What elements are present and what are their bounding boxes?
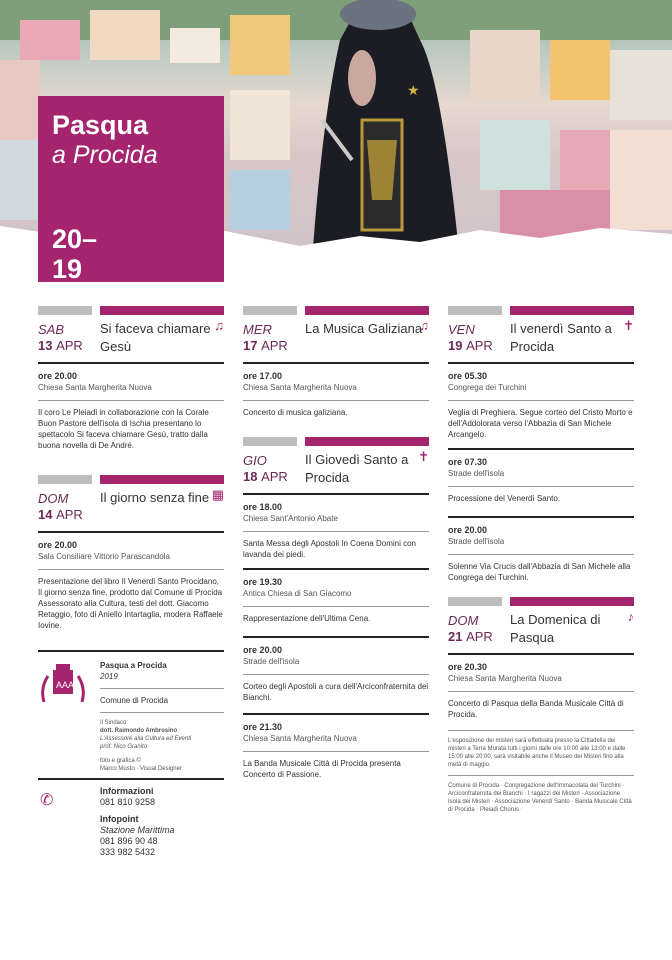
accent-bar	[305, 437, 429, 446]
music-note-icon: ♫	[419, 318, 429, 333]
phone-icon: ✆	[40, 792, 54, 809]
divider	[100, 688, 224, 689]
comune-crest-icon	[38, 662, 88, 712]
gray-bar	[38, 475, 92, 484]
divider	[448, 554, 634, 555]
svg-text:AAA: AAA	[56, 680, 75, 690]
column-1	[38, 306, 224, 876]
column-2	[243, 306, 429, 782]
event-title: Il venerdì Santo a Procida	[510, 321, 612, 354]
event-place: Sala Consiliare Vittorio Parascandola	[38, 552, 170, 561]
event-day: SAB	[38, 322, 65, 337]
divider	[38, 569, 224, 570]
divider	[243, 531, 429, 532]
book-icon: ▦	[211, 487, 224, 502]
event-title: Si faceva chiamare Gesù	[100, 321, 211, 354]
event-time: ore 20.00	[448, 525, 488, 535]
schedule-item	[243, 644, 429, 703]
schedule-item	[243, 576, 429, 624]
event-place: Congrega dei Turchini	[448, 383, 527, 392]
title-box	[38, 96, 224, 282]
gray-bar	[243, 306, 297, 315]
event-title: Il giorno senza fine	[100, 490, 210, 505]
divider	[243, 568, 429, 570]
divider	[448, 730, 634, 731]
event-desc: Solenne Via Crucis dall'Abbazia di San Michele alla Congrega dei Turchini.	[448, 562, 631, 582]
event-desc: Santa Messa degli Apostoli In Coena Domini con lavanda dei piedi.	[243, 539, 416, 559]
divider	[38, 400, 224, 401]
event-day: DOM	[448, 613, 479, 628]
divider	[243, 674, 429, 675]
accent-bar	[510, 597, 634, 606]
title-main: Pasqua	[52, 110, 149, 140]
credits-assessore-label: L'Assessore alla Cultura ed Eventi	[100, 736, 192, 742]
schedule-item	[243, 721, 429, 780]
event-date: 19 APR	[448, 338, 493, 353]
divider	[100, 712, 224, 713]
infopoint-place: Stazione Marittima	[100, 825, 175, 835]
event-day: VEN	[448, 322, 475, 337]
partners-list: Comune di Procida · Congregazione dell'Immacolata dei Turchini · Arciconfraternita dei Bianchi · I ragazzi dei Misteri · Associazione Isola dei Misteri · Associazione Venerdì Santo · Banda Musicale Città di Procida · Pleiadi Chorus ·	[448, 783, 632, 813]
title-year: 20– 19	[52, 224, 98, 284]
event-desc: Il coro Le Pleiadi in collaborazione con la Corale Buon Pastore dell'isola di Ischia presentano lo spettacolo Si faceva chiamare Gesù, tratto dalla buona novella di De André.	[38, 408, 209, 450]
event-date: 21 APR	[448, 629, 493, 644]
infopoint-phone2: 333 982 5432	[100, 847, 156, 857]
exhibition-note: L'esposizione dei misteri sarà effettuata presso la Cittadella dei misteri a Terra Murata tutti i giorni dalle ore 10:00 alle 13:00 e dalle 15:00 alle 20:00, sarà visitabile anche il Museo dei Misteri fino alla metà di maggio.	[448, 738, 626, 768]
credits	[38, 658, 224, 778]
event-time: ore 21.30	[243, 722, 283, 732]
event-desc: Rappresentazione dell'Ultima Cena.	[243, 614, 371, 623]
event-desc: La Banda Musicale Città di Procida presenta Concerto di Passione.	[243, 759, 401, 779]
event-time: ore 18.00	[243, 502, 283, 512]
divider	[243, 400, 429, 401]
schedule-item	[448, 370, 634, 440]
event-place: Strade dell'isola	[448, 537, 505, 546]
music-note-icon: ♫	[214, 318, 224, 333]
trumpet-icon: ♪	[627, 609, 634, 624]
accent-bar	[100, 306, 224, 315]
event-date: 18 APR	[243, 469, 288, 484]
divider	[448, 775, 634, 776]
event-place: Strade dell'isola	[243, 657, 300, 666]
event-place: Chiesa Sant'Antonio Abate	[243, 514, 338, 523]
event-header-thu	[243, 437, 429, 493]
divider	[243, 362, 429, 364]
credits-foto: Marco Musto · Visual Designer	[100, 766, 182, 772]
credits-sindaco: dott. Raimondo Ambrosino	[100, 728, 178, 734]
event-title: Il Giovedì Santo a Procida	[305, 452, 409, 485]
title-sub: a Procida	[52, 141, 158, 169]
divider	[38, 362, 224, 364]
event-day: DOM	[38, 491, 69, 506]
divider	[243, 636, 429, 638]
event-place: Antica Chiesa di San Giacomo	[243, 589, 352, 598]
divider	[38, 650, 224, 652]
event-title: La Domenica di Pasqua	[510, 612, 601, 645]
divider	[243, 713, 429, 715]
event-day: MER	[243, 322, 272, 337]
infopoint-phone1: 081 896 90 48	[100, 836, 158, 846]
event-time: ore 05.30	[448, 371, 488, 381]
schedule-item	[448, 524, 634, 583]
event-desc: Corteo degli Apostoli a cura dell'Arciconfraternita dei Bianchi.	[243, 682, 429, 702]
credits-comune: Comune di Procida	[100, 696, 169, 705]
info-phone: 081 810 9258	[100, 797, 156, 807]
event-place: Chiesa Santa Margherita Nuova	[38, 383, 152, 392]
event-desc: Concerto di musica galiziana.	[243, 408, 348, 417]
event-time: ore 20.00	[38, 371, 78, 381]
credits-assessore: prof. Nico Granito	[100, 744, 148, 750]
infopoint-label: Infopoint	[100, 814, 139, 824]
divider	[38, 778, 224, 780]
event-place: Chiesa Santa Margherita Nuova	[243, 734, 357, 743]
divider	[448, 691, 634, 692]
divider	[448, 400, 634, 401]
schedule-item	[243, 501, 429, 560]
event-date: 13 APR	[38, 338, 83, 353]
column-3	[448, 306, 634, 814]
event-time: ore 17.00	[243, 371, 283, 381]
divider	[448, 516, 634, 518]
gray-bar	[448, 306, 502, 315]
accent-bar	[510, 306, 634, 315]
divider	[448, 448, 634, 450]
event-place: Chiesa Santa Margherita Nuova	[448, 674, 562, 683]
event-place: Chiesa Santa Margherita Nuova	[243, 383, 357, 392]
schedule-item	[448, 456, 634, 504]
divider	[448, 486, 634, 487]
divider	[243, 606, 429, 607]
event-title: La Musica Galiziana	[305, 321, 423, 336]
divider	[448, 362, 634, 364]
svg-text:★: ★	[407, 82, 420, 98]
event-time: ore 20.30	[448, 662, 488, 672]
credits-name: Pasqua a Procida	[100, 661, 167, 670]
gray-bar	[38, 306, 92, 315]
event-header-wed	[243, 306, 429, 362]
cross-icon: ✝	[418, 449, 429, 464]
divider	[38, 531, 224, 533]
event-place: Strade dell'isola	[448, 469, 505, 478]
divider	[448, 653, 634, 655]
divider	[243, 493, 429, 495]
info-block	[38, 786, 224, 876]
event-desc: Concerto di Pasqua della Banda Musicale Città di Procida.	[448, 699, 624, 719]
event-date: 17 APR	[243, 338, 288, 353]
event-date: 14 APR	[38, 507, 83, 522]
event-desc: Presentazione del libro Il Venerdì Santo Procidano, Il giorno senza fine, prodotto dal Comune di Procida Assessorato alla Cultura, testi del dott. Giacomo Retaggio, foto di Aniello Intartaglia, modera Raffaele Iovine.	[38, 577, 223, 630]
info-label: Informazioni	[100, 786, 154, 796]
gray-bar	[448, 597, 502, 606]
event-time: ore 20.00	[38, 540, 78, 550]
event-time: ore 20.00	[243, 645, 283, 655]
event-header-sat	[38, 306, 224, 362]
credits-sindaco-label: Il Sindaco	[100, 720, 127, 726]
accent-bar	[305, 306, 429, 315]
event-header-fri	[448, 306, 634, 362]
event-desc: Processione del Venerdì Santo.	[448, 494, 561, 503]
credits-foto-label: foto e grafica ©	[100, 758, 141, 764]
event-time: ore 19.30	[243, 577, 283, 587]
credits-year: 2019	[100, 672, 118, 681]
event-header-sun	[38, 475, 224, 531]
event-header-sun2	[448, 597, 634, 653]
gray-bar	[243, 437, 297, 446]
event-day: GIO	[243, 453, 267, 468]
event-time: ore 07.30	[448, 457, 488, 467]
event-desc: Veglia di Preghiera. Segue corteo del Cristo Morto e dell'Addolorata verso l'Abbazia di San Michele Arcangelo.	[448, 408, 633, 439]
accent-bar	[100, 475, 224, 484]
divider	[243, 751, 429, 752]
cross-icon: ✝	[623, 318, 634, 333]
